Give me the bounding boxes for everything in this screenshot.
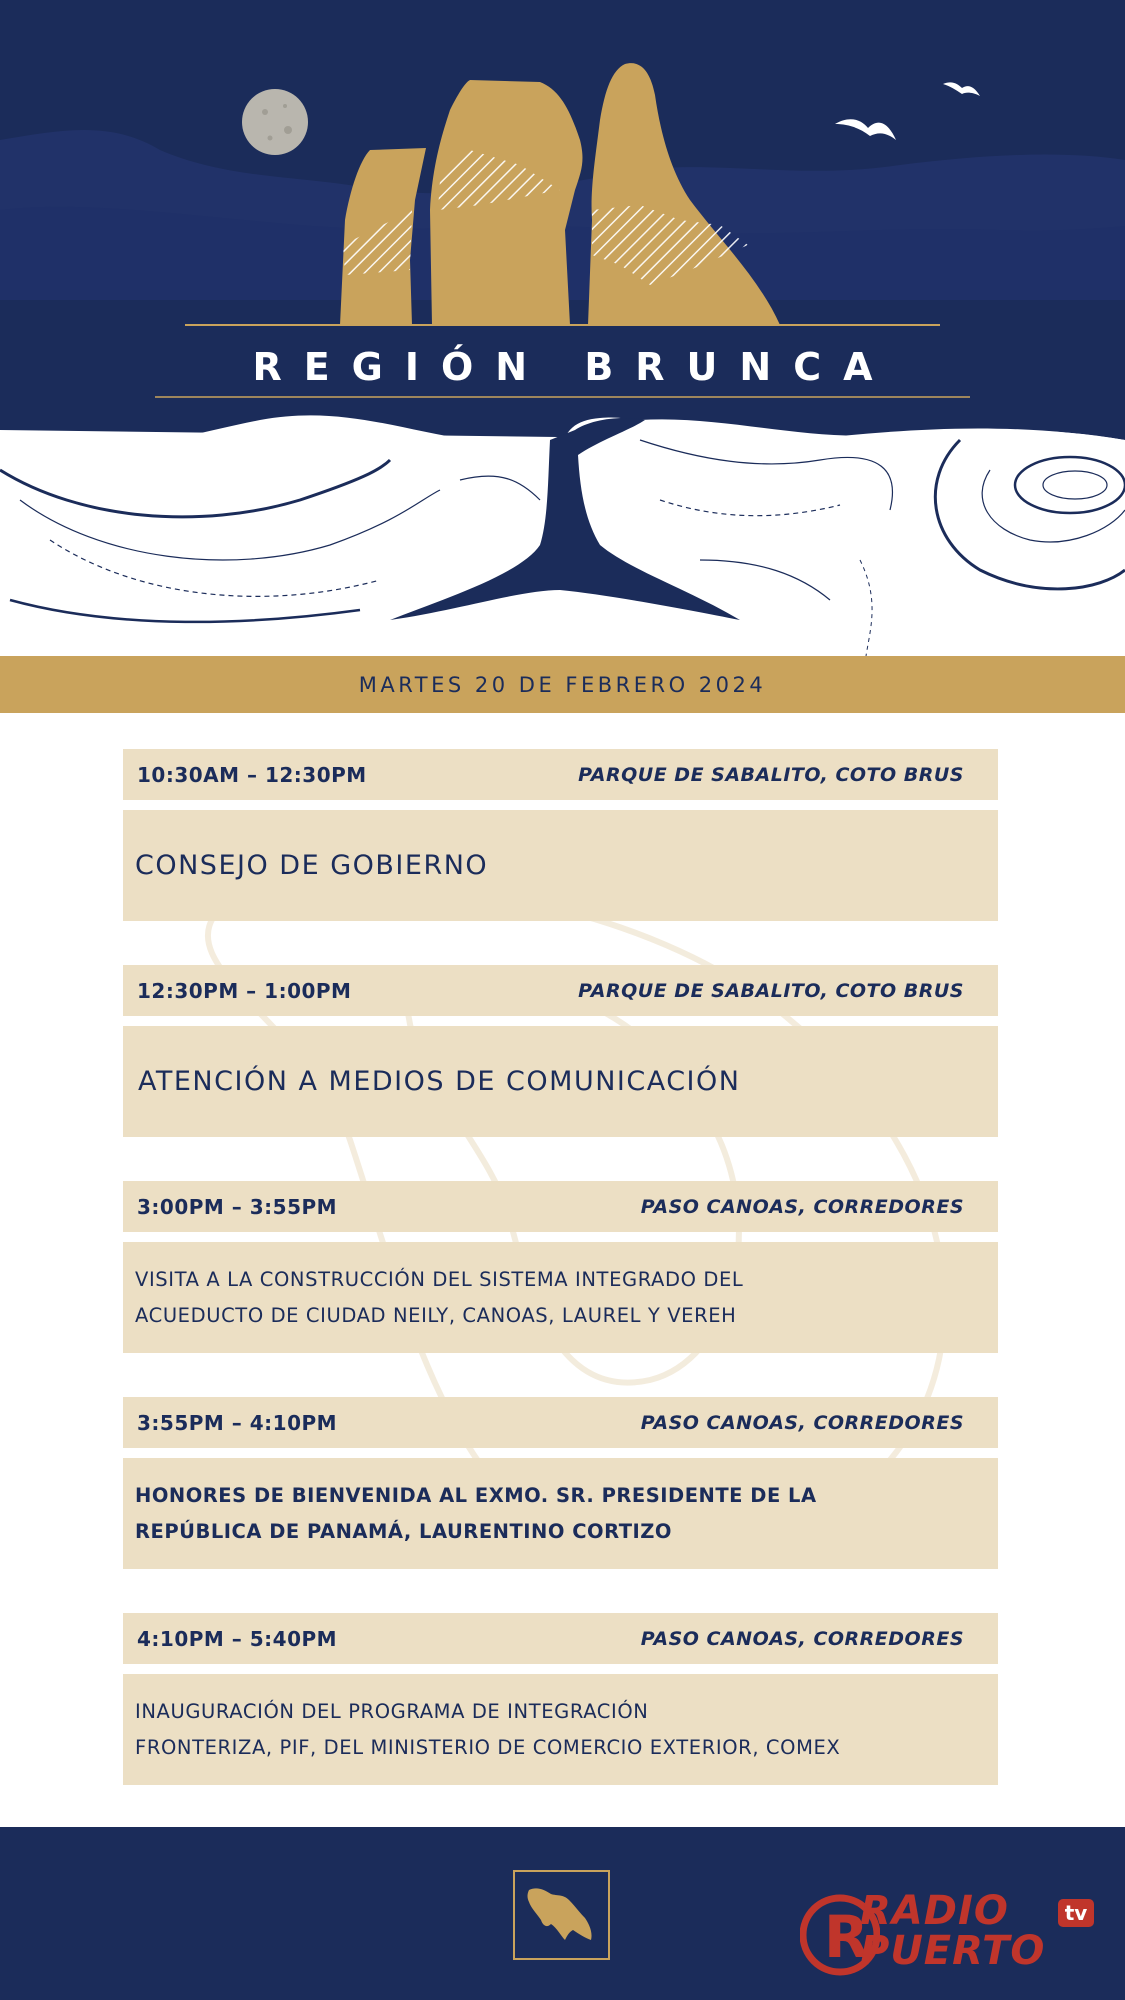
event-description bbox=[123, 1242, 998, 1353]
event-description-line: INAUGURACIÓN DEL PROGRAMA DE INTEGRACIÓN bbox=[135, 1699, 649, 1723]
event-description-line: CONSEJO DE GOBIERNO bbox=[135, 850, 489, 881]
event-header bbox=[123, 1181, 998, 1232]
event-description-line: ATENCIÓN A MEDIOS DE COMUNICACIÓN bbox=[138, 1066, 741, 1097]
brand-line-puerto: PUERTO bbox=[860, 1928, 1046, 1974]
svg-text:R: R bbox=[824, 1903, 869, 1971]
event-4 bbox=[123, 1397, 998, 1569]
event-place: PARQUE DE SABALITO, COTO BRUS bbox=[578, 763, 964, 786]
event-time: 3:00PM – 3:55PM bbox=[137, 1194, 338, 1219]
event-time: 12:30PM – 1:00PM bbox=[137, 978, 352, 1003]
event-description-line: HONORES DE BIENVENIDA AL EXMO. SR. PRESIDENTE DE LA bbox=[135, 1483, 817, 1507]
event-place: PASO CANOAS, CORREDORES bbox=[640, 1411, 964, 1434]
event-1 bbox=[123, 749, 998, 921]
footer bbox=[0, 1827, 1125, 2000]
event-description bbox=[123, 1026, 998, 1137]
event-3 bbox=[123, 1181, 998, 1353]
brand-line-radio: RADIO bbox=[860, 1888, 1009, 1934]
radio-puerto-logo bbox=[800, 1885, 1100, 1985]
event-place: PASO CANOAS, CORREDORES bbox=[640, 1195, 964, 1218]
event-description-line: FRONTERIZA, PIF, DEL MINISTERIO DE COMERCIO EXTERIOR, COMEX bbox=[135, 1735, 841, 1759]
costa-rica-map-icon bbox=[513, 1870, 610, 1960]
event-header bbox=[123, 749, 998, 800]
event-time: 3:55PM – 4:10PM bbox=[137, 1410, 338, 1435]
event-time: 10:30AM – 12:30PM bbox=[137, 762, 367, 787]
event-5 bbox=[123, 1613, 998, 1785]
event-2 bbox=[123, 965, 998, 1137]
event-time: 4:10PM – 5:40PM bbox=[137, 1626, 338, 1651]
date-banner bbox=[0, 656, 1125, 713]
date-text: MARTES 20 DE FEBRERO 2024 bbox=[358, 672, 767, 697]
tv-badge: tv bbox=[1058, 1899, 1094, 1927]
event-description-line: VISITA A LA CONSTRUCCIÓN DEL SISTEMA INTEGRADO DEL bbox=[135, 1267, 744, 1291]
event-description bbox=[123, 1674, 998, 1785]
event-header bbox=[123, 965, 998, 1016]
event-description-line: REPÚBLICA DE PANAMÁ, LAURENTINO CORTIZO bbox=[135, 1519, 673, 1543]
event-header bbox=[123, 1397, 998, 1448]
moon-icon bbox=[242, 89, 308, 155]
event-description bbox=[123, 1458, 998, 1569]
event-place: PASO CANOAS, CORREDORES bbox=[640, 1627, 964, 1650]
event-header bbox=[123, 1613, 998, 1664]
region-title: REGIÓN BRUNCA bbox=[252, 345, 895, 389]
event-description-line: ACUEDUCTO DE CIUDAD NEILY, CANOAS, LAUREL Y VEREH bbox=[135, 1303, 737, 1327]
hero-illustration bbox=[0, 0, 1125, 656]
event-description bbox=[123, 810, 998, 921]
event-place: PARQUE DE SABALITO, COTO BRUS bbox=[578, 979, 964, 1002]
